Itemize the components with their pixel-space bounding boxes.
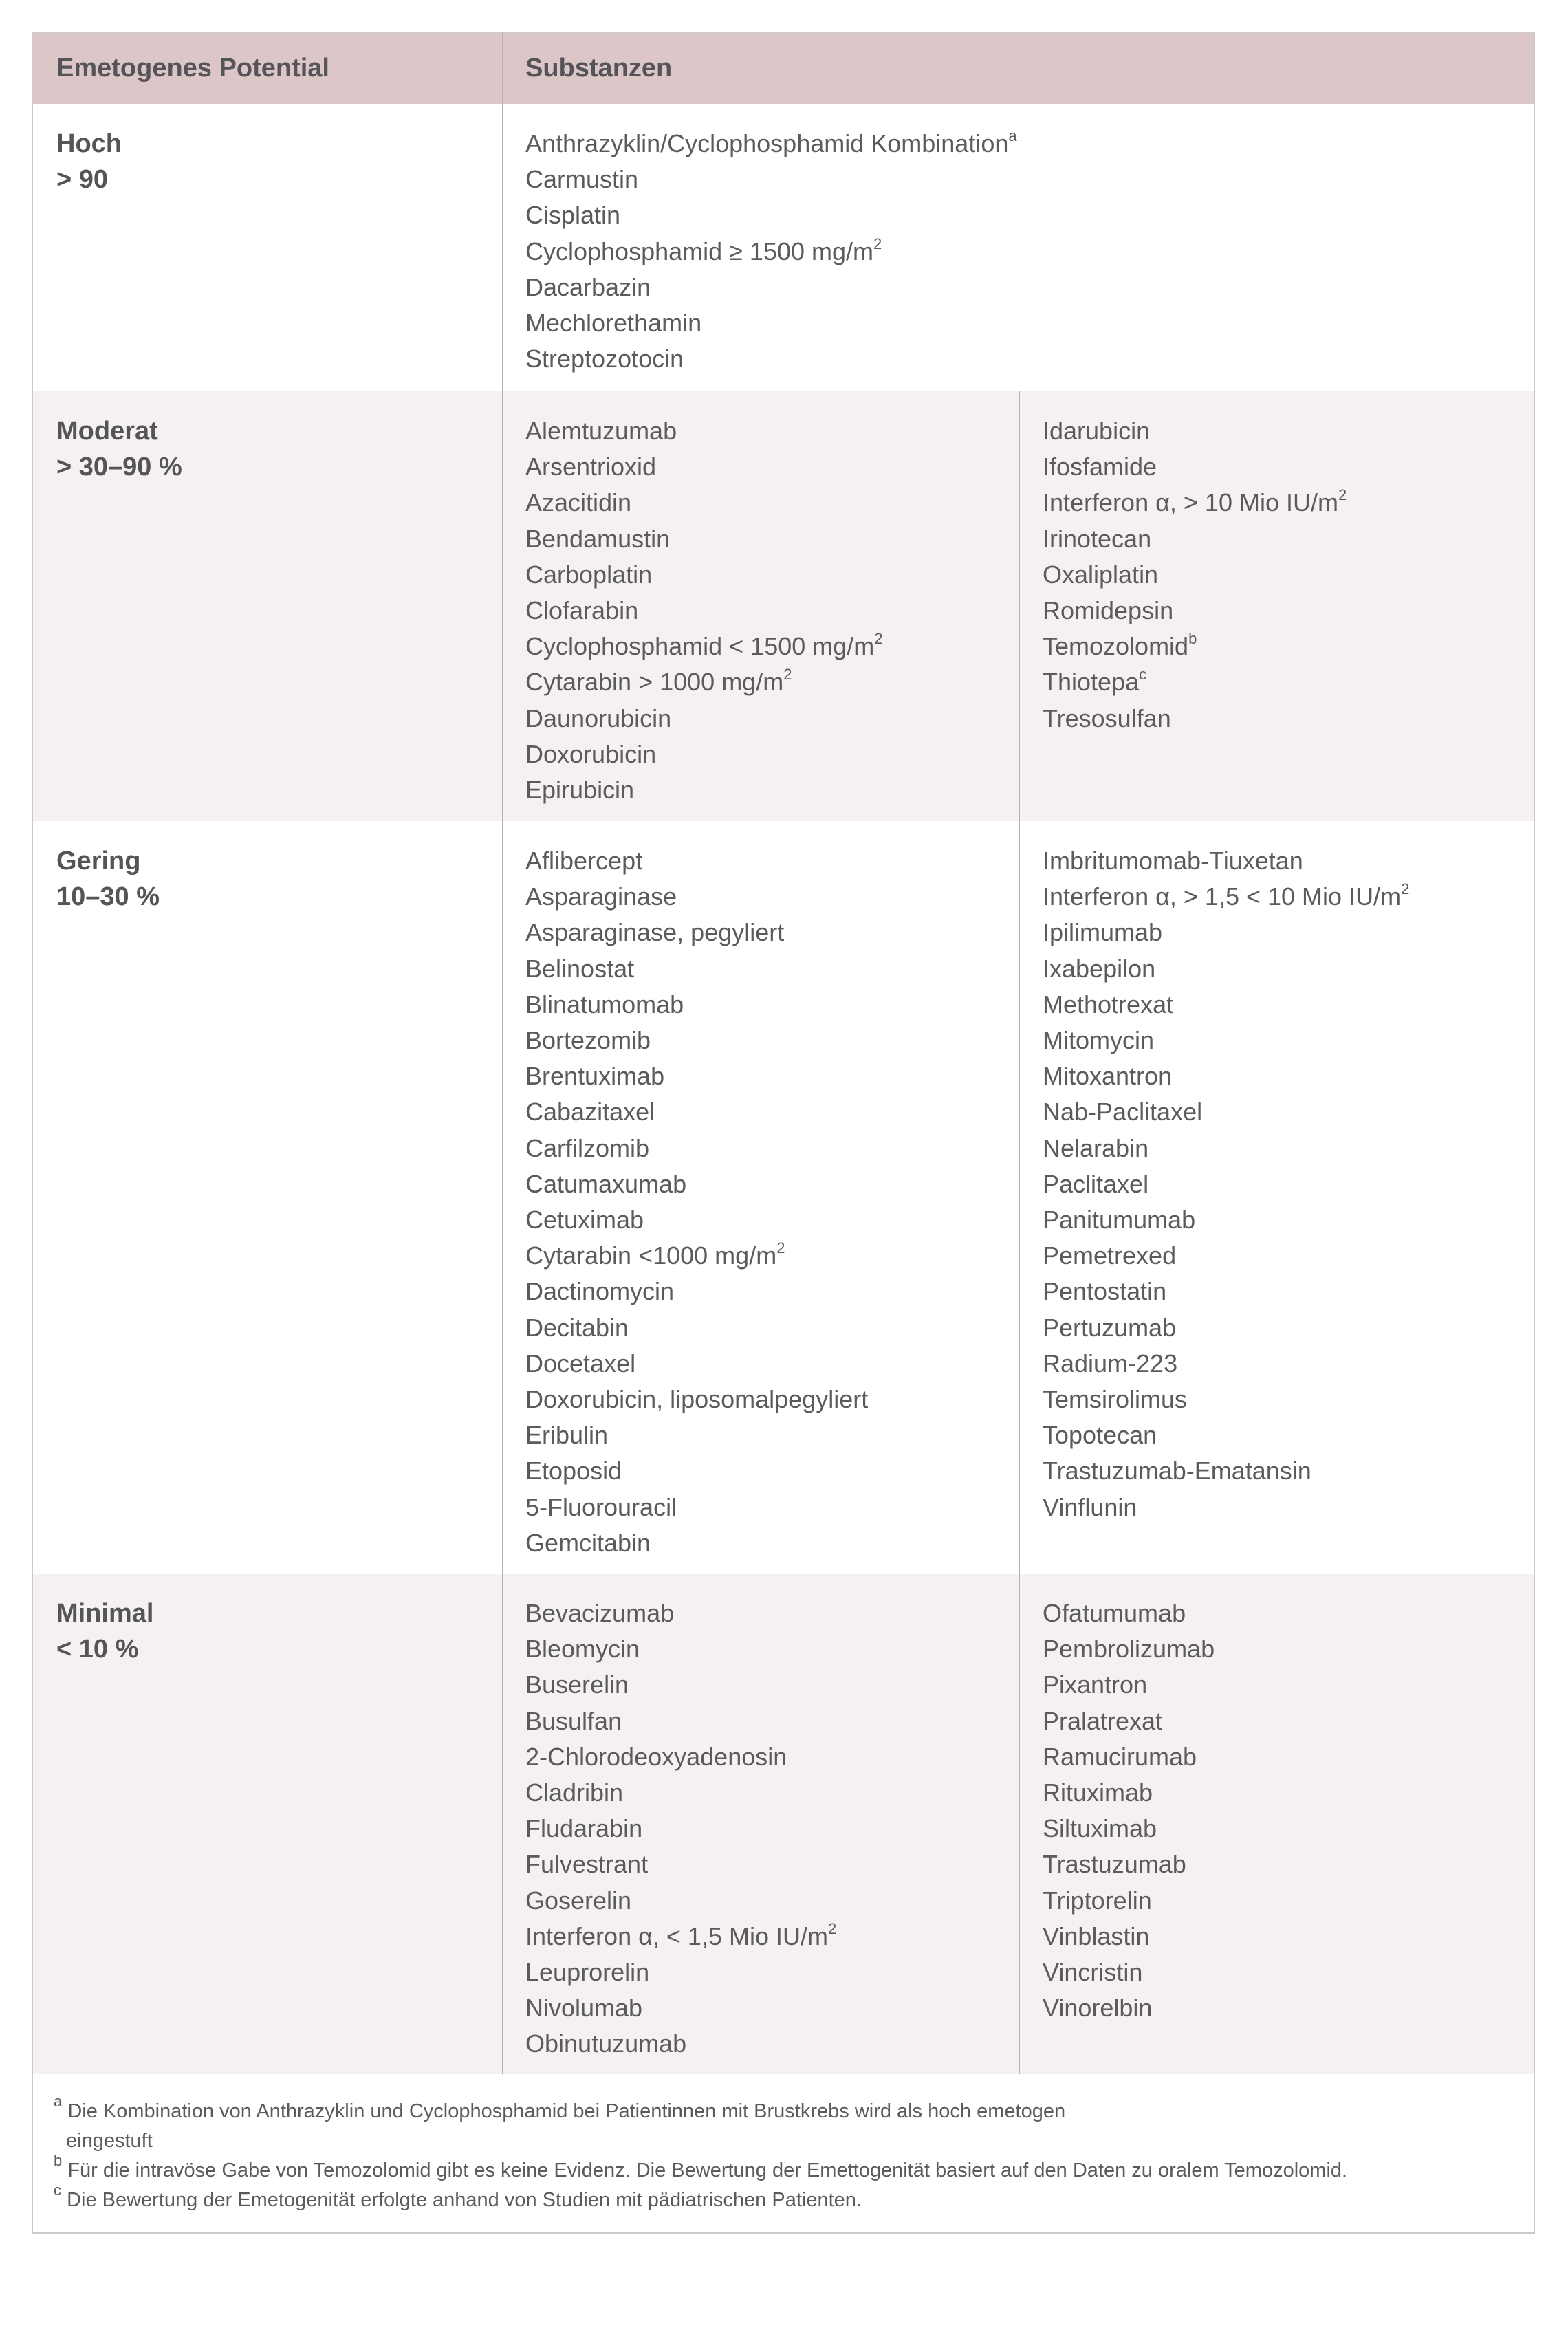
list-item: Cladribin [525, 1778, 624, 1807]
list-item: Bevacizumab [525, 1599, 675, 1627]
list-item: Pentostatin [1043, 1277, 1167, 1306]
list-item: Cisplatin [525, 201, 621, 230]
list-item: Eribulin [525, 1421, 609, 1450]
substance-list-gering-a [525, 843, 868, 1561]
list-item: Nelarabin [1043, 1133, 1149, 1162]
list-item: Temozolomid$^b$ [1043, 630, 1197, 661]
list-item: Bendamustin [525, 524, 671, 553]
table-header [33, 33, 1534, 104]
level-range: 10–30 % [56, 882, 160, 911]
footnotes [54, 2093, 1525, 2215]
list-item: Carmustin [525, 165, 639, 194]
list-item: Pralatrexat [1043, 1706, 1163, 1735]
list-item: Radium-223 [1043, 1349, 1178, 1378]
level-name: Minimal [56, 1599, 154, 1628]
list-item: Leuprorelin [525, 1958, 650, 1987]
list-item: Bortezomib [525, 1026, 651, 1055]
list-item: Streptozotocin [525, 345, 684, 373]
substance-list-minimal-b [1043, 1596, 1215, 2026]
list-item: Cabazitaxel [525, 1098, 655, 1126]
list-item: Methotrexat [1043, 990, 1174, 1019]
list-item: Brentuximab [525, 1062, 665, 1091]
table-row-gering [33, 821, 1534, 1574]
column-divider-substances [1019, 391, 1020, 2074]
list-item: Doxorubicin [525, 739, 657, 768]
level-range: > 30–90 % [56, 453, 182, 481]
level-label-gering [56, 843, 160, 915]
list-item: Fludarabin [525, 1814, 643, 1843]
list-item: Interferon α, < 1,5 Mio $IU/m^2$ [525, 1919, 837, 1950]
list-item: Pembrolizumab [1043, 1635, 1215, 1664]
list-item: Vinflunin [1043, 1492, 1137, 1521]
level-label-hoch [56, 126, 122, 197]
list-item: Romidepsin [1043, 596, 1174, 625]
level-name: Hoch [56, 129, 122, 158]
list-item: Ofatumumab [1043, 1599, 1186, 1627]
list-item: Paclitaxel [1043, 1169, 1149, 1198]
list-item: 2-Chlorodeoxyadenosin [525, 1742, 787, 1771]
substance-list-moderat-b [1043, 413, 1347, 737]
list-item: Trastuzumab [1043, 1850, 1186, 1879]
list-item: Imbritumomab-Tiuxetan [1043, 847, 1303, 875]
list-item: Bleomycin [525, 1635, 640, 1664]
list-item: Cytarabin <1000 $mg/m^2$ [525, 1239, 785, 1270]
footnote-b: $^b$ Für die intravöse Gabe von Temozolomid gibt es keine Evidenz. Die Bewertung der Emettogenität basiert auf den Daten zu oralem Temozolomid. [54, 2152, 1348, 2181]
level-label-moderat [56, 413, 182, 485]
list-item: Topotecan [1043, 1421, 1157, 1450]
list-item: Daunorubicin [525, 704, 672, 732]
list-item: Dactinomycin [525, 1277, 675, 1306]
list-item: Siltuximab [1043, 1814, 1157, 1843]
list-item: Buserelin [525, 1670, 629, 1699]
list-item: Azacitidin [525, 488, 632, 517]
list-item: Pemetrexed [1043, 1241, 1177, 1270]
list-item: Asparaginase [525, 882, 677, 911]
list-item: Aflibercept [525, 847, 643, 875]
table-row-moderat [33, 391, 1534, 821]
list-item: Decitabin [525, 1313, 629, 1342]
list-item: Epirubicin [525, 776, 635, 805]
list-item: Blinatumomab [525, 990, 684, 1019]
list-item: Asparaginase, pegyliert [525, 918, 785, 947]
emetogenic-potential-table [32, 32, 1535, 2234]
list-item: Trastuzumab-Ematansin [1043, 1457, 1311, 1485]
list-item: Mitomycin [1043, 1026, 1155, 1055]
list-item: Docetaxel [525, 1349, 636, 1378]
header-emetogenic-potential: Emetogenes Potential [56, 54, 329, 83]
list-item: Rituximab [1043, 1778, 1153, 1807]
list-item: Carfilzomib [525, 1133, 650, 1162]
list-item: Clofarabin [525, 596, 639, 625]
list-item: Panitumumab [1043, 1206, 1196, 1234]
list-item: Belinostat [525, 954, 635, 983]
list-item: Goserelin [525, 1886, 632, 1915]
table-row-minimal [33, 1574, 1534, 2074]
list-item: Pertuzumab [1043, 1313, 1177, 1342]
list-item: Cetuximab [525, 1206, 644, 1234]
list-item: Interferon α, > 10 Mio $IU/m^2$ [1043, 486, 1347, 517]
level-name: Gering [56, 847, 141, 875]
list-item: Ifosfamide [1043, 453, 1157, 481]
list-item: Mechlorethamin [525, 309, 702, 338]
list-item: Cytarabin > 1000 $mg/m^2$ [525, 666, 792, 697]
list-item: Carboplatin [525, 560, 653, 589]
footnote-a-continued: eingestuft [66, 2130, 153, 2152]
list-item: Catumaxumab [525, 1169, 687, 1198]
list-item: Oxaliplatin [1043, 560, 1159, 589]
list-item: Ipilimumab [1043, 918, 1163, 947]
list-item: Temsirolimus [1043, 1385, 1188, 1414]
list-item: 5-Fluorouracil [525, 1492, 677, 1521]
list-item: Arsentrioxid [525, 453, 657, 481]
list-item: Etoposid [525, 1457, 622, 1485]
list-item: Mitoxantron [1043, 1062, 1173, 1091]
list-item: Pixantron [1043, 1670, 1148, 1699]
list-item: Interferon α, > 1,5 < 10 Mio $IU/m^2$ [1043, 880, 1410, 911]
level-label-minimal [56, 1596, 153, 1667]
list-item: Obinutuzumab [525, 2029, 687, 2058]
substance-list-gering-b [1043, 843, 1409, 1525]
list-item: Cyclophosphamid ≥ 1500 $mg/m^2$ [525, 235, 882, 265]
level-range: > 90 [56, 165, 109, 194]
list-item: Vinblastin [1043, 1921, 1150, 1950]
list-item: Alemtuzumab [525, 417, 677, 445]
substance-list-moderat-a [525, 413, 883, 808]
column-divider-main [502, 33, 503, 2074]
footnote-c: $^c$ Die Bewertung der Emetogenität erfolgte anhand von Studien mit pädiatrischen Patienten. [54, 2181, 862, 2211]
list-item: Ramucirumab [1043, 1742, 1197, 1771]
list-item: Gemcitabin [525, 1528, 651, 1557]
level-range: < 10 % [56, 1635, 139, 1664]
list-item: Busulfan [525, 1706, 622, 1735]
footnote-a: $^a$ Die Kombination von Anthrazyklin und Cyclophosphamid bei Patientinnen mit Brustkrebs wird als hoch emetogen [54, 2093, 1066, 2122]
list-item: Vinorelbin [1043, 1994, 1153, 2023]
list-item: Nivolumab [525, 1994, 643, 2023]
list-item: Cyclophosphamid < 1500 $mg/m^2$ [525, 630, 883, 661]
list-item: Fulvestrant [525, 1850, 649, 1879]
list-item: Doxorubicin, liposomalpegyliert [525, 1385, 869, 1414]
list-item: Irinotecan [1043, 524, 1152, 553]
substance-list-minimal-a [525, 1596, 836, 2062]
list-item: Anthrazyklin/Cyclophosphamid Kombination$^a$ [525, 127, 1017, 157]
list-item: Ixabepilon [1043, 954, 1156, 983]
list-item: Dacarbazin [525, 272, 651, 301]
list-item: Thiotepa$^c$ [1043, 666, 1147, 697]
list-item: Vincristin [1043, 1958, 1143, 1987]
list-item: Idarubicin [1043, 417, 1151, 445]
substance-list-hoch [525, 126, 1017, 377]
table-row-hoch [33, 104, 1534, 391]
level-name: Moderat [56, 417, 158, 446]
list-item: Tresosulfan [1043, 704, 1171, 732]
list-item: Nab-Paclitaxel [1043, 1098, 1203, 1126]
list-item: Triptorelin [1043, 1886, 1152, 1915]
header-substances: Substanzen [525, 54, 673, 83]
